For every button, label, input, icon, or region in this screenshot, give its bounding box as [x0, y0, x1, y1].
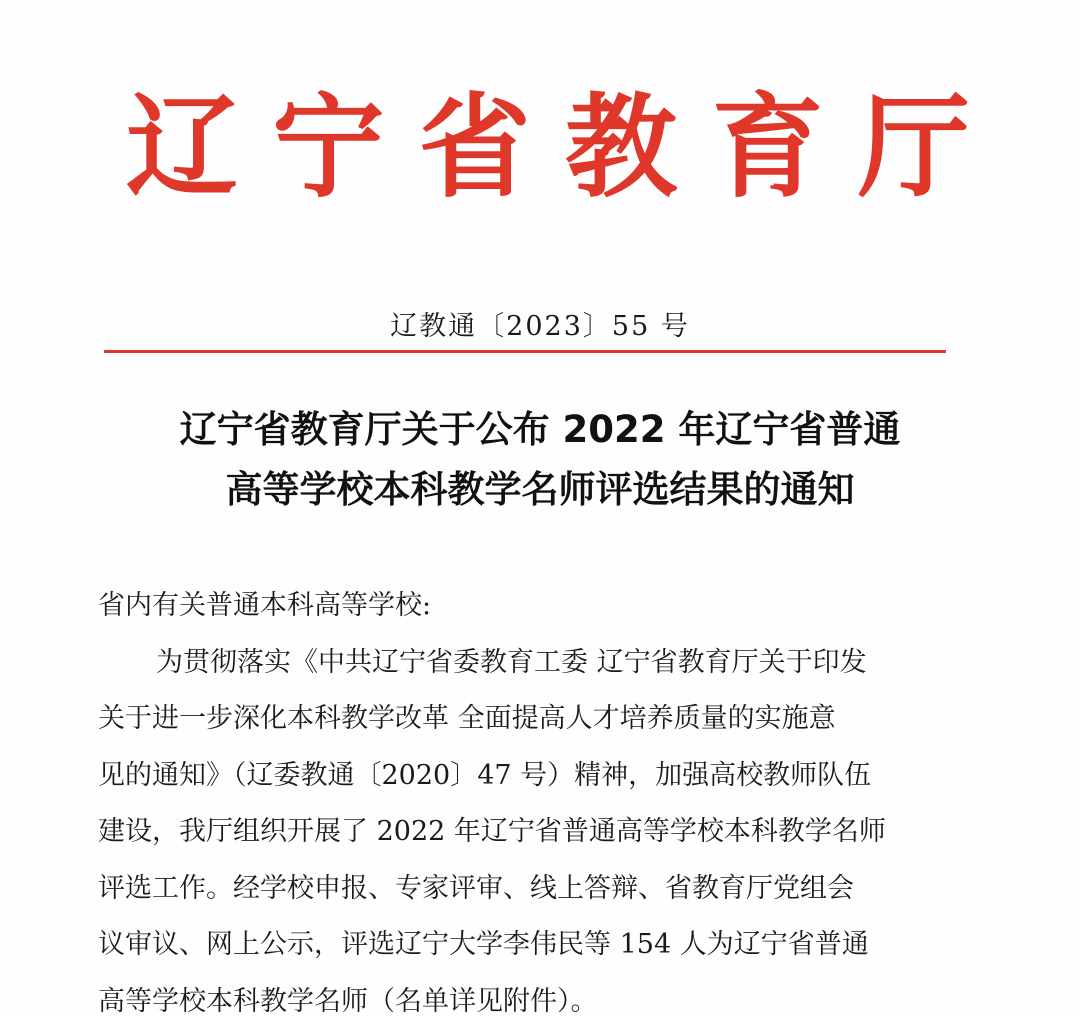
body-line: 关于进一步深化本科教学改革 全面提高人才培养质量的实施意	[98, 691, 968, 748]
heading-line-1: 辽宁省教育厅关于公布 2022 年辽宁省普通	[60, 400, 1020, 460]
letterhead-char: 教	[557, 92, 685, 204]
salutation: 省内有关普通本科高等学校:	[98, 578, 968, 635]
letterhead-char: 宁	[264, 92, 392, 204]
body-line: 为贯彻落实《中共辽宁省委教育工委 辽宁省教育厅关于印发	[98, 635, 968, 692]
body-line: 评选工作。经学校申报、专家评审、线上答辩、省教育厅党组会	[98, 861, 968, 918]
heading-line-2: 高等学校本科教学名师评选结果的通知	[60, 460, 1020, 520]
document-body	[98, 578, 968, 1030]
body-line: 高等学校本科教学名师（名单详见附件）。	[98, 974, 968, 1030]
document-heading	[60, 400, 1020, 520]
letterhead-char: 辽	[118, 92, 246, 204]
body-line: 见的通知》（辽委教通〔2020〕47 号）精神，加强高校教师队伍	[98, 748, 968, 805]
letterhead-char: 省	[411, 92, 539, 204]
body-line: 建设，我厅组织开展了 2022 年辽宁省普通高等学校本科教学名师	[98, 804, 968, 861]
document-number: 辽教通〔2023〕55 号	[0, 304, 1080, 343]
letterhead-char: 厅	[850, 92, 978, 204]
letterhead-title	[118, 78, 978, 218]
letterhead-char: 育	[704, 92, 832, 204]
body-line: 议审议、网上公示，评选辽宁大学李伟民等 154 人为辽宁省普通	[98, 917, 968, 974]
red-divider-line	[104, 350, 946, 353]
